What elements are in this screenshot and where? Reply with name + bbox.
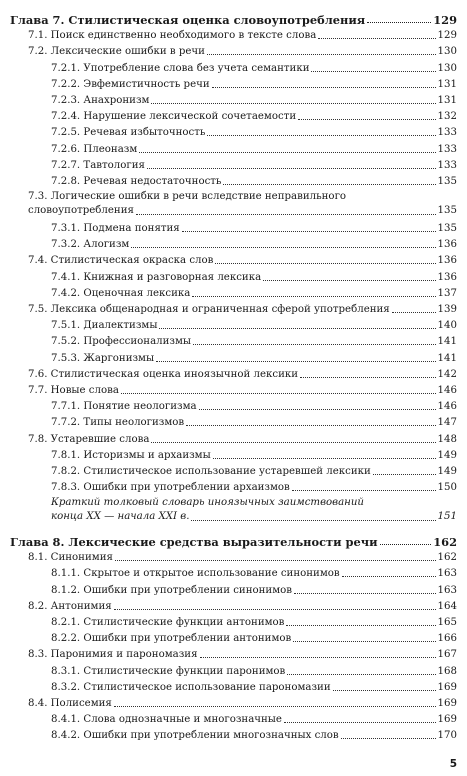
toc-page-number: 135 (437, 223, 457, 235)
toc-page-number: 149 (437, 449, 457, 461)
dot-leader (156, 361, 435, 362)
toc-entry-title: 8.3.1. Стилистические функции паронимов (51, 665, 286, 677)
toc-entry-title: 7.5.1. Диалектизмы (51, 320, 158, 332)
toc-page-number: 131 (437, 94, 457, 106)
toc-subsection (10, 139, 457, 155)
toc-entry-title: 8.4.2. Ошибки при употреблении многозначных слов (51, 730, 339, 742)
toc-page-number: 151 (437, 511, 457, 523)
toc-section (10, 381, 457, 397)
toc-page-number: 141 (437, 352, 457, 364)
toc-entry-title: 8.2.2. Ошибки при употреблении антонимов (51, 633, 292, 645)
toc-section (10, 26, 457, 42)
toc-section (10, 548, 457, 564)
toc-subsection (10, 710, 457, 726)
toc-page-number: 136 (437, 239, 457, 251)
toc-entry-title: 7.3.1. Подмена понятия (51, 223, 180, 235)
toc-entry-title: 7.2.1. Употребление слова без учета семантики (51, 62, 310, 74)
toc-entry-title: 8.1.2. Ошибки при употреблении синонимов (51, 584, 293, 596)
dot-leader (318, 38, 435, 39)
toc-page-number: 169 (437, 681, 457, 693)
toc-page-number: 129 (433, 13, 457, 27)
toc-entry-title: 8.2.1. Стилистические функции антонимов (51, 617, 285, 628)
toc-page-number: 166 (437, 633, 457, 645)
toc-subsection (10, 75, 457, 91)
dot-leader (392, 312, 436, 313)
toc-page-number: 140 (437, 320, 457, 332)
dot-leader (300, 377, 435, 378)
toc-page-number: 162 (437, 552, 457, 564)
toc-chapter (10, 531, 457, 548)
toc-subsection (10, 413, 457, 429)
dot-leader (200, 657, 436, 658)
toc-subsection (10, 613, 457, 629)
toc-section (10, 597, 457, 613)
dot-leader (333, 690, 436, 691)
dot-leader (212, 87, 436, 88)
dot-leader (191, 520, 435, 521)
toc-chapter (10, 9, 457, 26)
dot-leader (342, 576, 436, 577)
toc-entry-title: 7.5. Лексика общенародная и ограниченная сферой употребления (28, 304, 390, 315)
toc-subsection (10, 58, 457, 74)
toc-subsection (10, 284, 457, 300)
toc-page-number: 130 (437, 46, 457, 58)
toc-section (10, 429, 457, 445)
dot-leader (286, 625, 435, 626)
toc-subsection (10, 123, 457, 139)
toc-entry-title: 8.2. Антонимия (28, 600, 112, 612)
toc-page-number: 168 (437, 665, 457, 677)
toc-subsection (10, 678, 457, 694)
toc-page-number: 163 (437, 584, 457, 596)
dot-leader (294, 593, 436, 594)
dot-leader (114, 609, 436, 610)
toc-entry-title: 7.2.3. Анахронизм (51, 94, 150, 106)
dot-leader (139, 152, 435, 153)
toc-entry-title: 7.4.1. Книжная и разговорная лексика (51, 271, 262, 283)
dot-leader (287, 674, 435, 675)
toc-entry-title: 8.4. Полисемия (28, 697, 112, 709)
toc-page-number: 139 (437, 304, 457, 315)
dot-leader (151, 442, 435, 443)
dot-leader (159, 328, 435, 329)
toc-page-number: 146 (437, 401, 457, 413)
toc-page-number: 170 (437, 730, 457, 742)
toc-page-number: 136 (437, 255, 457, 267)
toc-entry-title: 8.3. Паронимия и парономазия (28, 649, 198, 661)
toc-entry-title-cont: словоупотребления (28, 204, 134, 216)
toc-section (10, 300, 457, 316)
dot-leader (207, 135, 435, 136)
dot-leader (213, 458, 436, 459)
toc-entry-title: 7.4.2. Оценочная лексика (51, 287, 191, 299)
toc-page-number: 137 (437, 287, 457, 299)
toc-subsection (10, 580, 457, 596)
dot-leader (341, 738, 436, 739)
dot-leader (311, 71, 435, 72)
toc-subsection (10, 172, 457, 188)
dot-leader (207, 54, 436, 55)
toc-page-number: 149 (437, 465, 457, 477)
toc-entry-title: 8.1.1. Скрытое и открытое использование синонимов (51, 568, 340, 580)
toc-subsection (10, 462, 457, 478)
dot-leader (182, 231, 436, 232)
toc-subsection (10, 564, 457, 580)
toc-section (10, 251, 457, 267)
toc-entry-title: 7.2.8. Речевая недостаточность (51, 175, 222, 187)
toc-entry-title: 7.7.1. Понятие неологизма (51, 401, 197, 413)
dot-leader (151, 103, 435, 104)
toc-page-number: 148 (437, 433, 457, 445)
toc-subsection (10, 107, 457, 123)
table-of-contents (10, 9, 457, 742)
toc-page-number: 136 (437, 271, 457, 283)
toc-page-number: 133 (437, 127, 457, 139)
toc-page-number: 141 (437, 336, 457, 348)
toc-entry-title: 7.8.3. Ошибки при употреблении архаизмов (51, 482, 290, 494)
toc-subsection (10, 267, 457, 283)
dot-leader (199, 409, 436, 410)
toc-subsection (10, 494, 457, 525)
toc-entry-title: 7.2.2. Эвфемистичность речи (51, 78, 210, 90)
toc-subsection (10, 726, 457, 742)
toc-subsection (10, 629, 457, 645)
toc-page-number: 164 (437, 600, 457, 612)
toc-page-number: 169 (437, 714, 457, 726)
toc-entry-title: 7.3.2. Алогизм (51, 239, 130, 251)
toc-subsection (10, 446, 457, 462)
toc-page-number: 147 (437, 417, 457, 429)
toc-entry-title-cont: конца XX — начала XXI в. (51, 511, 190, 523)
toc-subsection (10, 219, 457, 235)
toc-page-number: 169 (437, 697, 457, 709)
toc-entry-title: 7.2. Лексические ошибки в речи (28, 46, 205, 58)
toc-entry-title: 7.5.3. Жаргонизмы (51, 352, 155, 364)
toc-section (10, 42, 457, 58)
toc-entry-title: Краткий толковый словарь иноязычных заимствований (51, 497, 364, 509)
dot-leader (373, 474, 436, 475)
toc-section (10, 694, 457, 710)
dot-leader (147, 168, 436, 169)
toc-entry-title: 7.8. Устаревшие слова (28, 433, 150, 445)
toc-page-number: 142 (437, 368, 457, 380)
toc-page-number: 131 (437, 78, 457, 90)
dot-leader (131, 247, 435, 248)
toc-page-number: 133 (437, 159, 457, 171)
toc-subsection (10, 397, 457, 413)
dot-leader (186, 425, 435, 426)
toc-section (10, 188, 457, 219)
toc-page-number: 130 (437, 62, 457, 74)
toc-page-number: 132 (437, 111, 457, 123)
toc-page-number: 135 (437, 204, 457, 216)
toc-page-number: 167 (437, 649, 457, 661)
toc-entry-title: 7.2.4. Нарушение лексической сочетаемости (51, 111, 297, 123)
toc-page-number: 135 (437, 175, 457, 187)
dot-leader (193, 344, 436, 345)
toc-entry-title: 7.4. Стилистическая окраска слов (28, 255, 214, 267)
dot-leader (115, 560, 436, 561)
toc-page-number: 162 (433, 535, 457, 550)
toc-page-number: 133 (437, 143, 457, 155)
toc-entry-title: 7.2.5. Речевая избыточность (51, 127, 206, 139)
dot-leader (293, 641, 435, 642)
dot-leader (292, 490, 436, 491)
toc-page-number: 129 (437, 30, 457, 42)
dot-leader (298, 119, 435, 120)
toc-subsection (10, 348, 457, 364)
page-number: 5 (449, 758, 457, 770)
dot-leader (192, 296, 435, 297)
toc-entry-title: 7.3. Логические ошибки в речи вследствие неправильного (28, 190, 347, 202)
toc-page-number: 163 (437, 568, 457, 580)
toc-entry-title: 8.1. Синонимия (28, 552, 113, 564)
toc-subsection (10, 235, 457, 251)
dot-leader (121, 393, 436, 394)
toc-entry-title: 7.7. Новые слова (28, 384, 119, 396)
toc-entry-title: 7.8.2. Стилистическое использование устаревшей лексики (51, 465, 371, 477)
toc-entry-title: 7.6. Стилистическая оценка иноязычной лексики (28, 368, 299, 380)
toc-entry-title: 7.2.7. Тавтология (51, 159, 145, 171)
toc-entry-title: Глава 8. Лексические средства выразительности речи (10, 535, 378, 550)
dot-leader (136, 214, 436, 215)
toc-subsection (10, 332, 457, 348)
toc-subsection (10, 661, 457, 677)
dot-leader (367, 22, 431, 23)
toc-page-number: 150 (437, 482, 457, 494)
dot-leader (263, 280, 435, 281)
toc-section (10, 365, 457, 381)
dot-leader (215, 263, 435, 264)
toc-entry-title: 7.5.2. Профессионализмы (51, 336, 191, 348)
dot-leader (284, 722, 436, 723)
toc-subsection (10, 478, 457, 494)
toc-subsection (10, 156, 457, 172)
toc-entry-title: 8.3.2. Стилистическое использование парономазии (51, 681, 331, 693)
dot-leader (380, 544, 432, 545)
toc-page-number: 146 (437, 384, 457, 396)
toc-entry-title: 7.8.1. Историзмы и архаизмы (51, 449, 211, 461)
toc-page-number: 165 (437, 617, 457, 628)
toc-entry-title: 7.7.2. Типы неологизмов (51, 417, 185, 429)
toc-subsection (10, 316, 457, 332)
toc-entry-title: 7.1. Поиск единственно необходимого в тексте слова (28, 30, 317, 42)
toc-entry-title: 8.4.1. Слова однозначные и многозначные (51, 714, 282, 726)
toc-subsection (10, 91, 457, 107)
dot-leader (223, 184, 435, 185)
toc-entry-title: Глава 7. Стилистическая оценка словоупотребления (10, 13, 366, 27)
dot-leader (114, 706, 436, 707)
toc-section (10, 645, 457, 661)
toc-entry-title: 7.2.6. Плеоназм (51, 143, 138, 155)
